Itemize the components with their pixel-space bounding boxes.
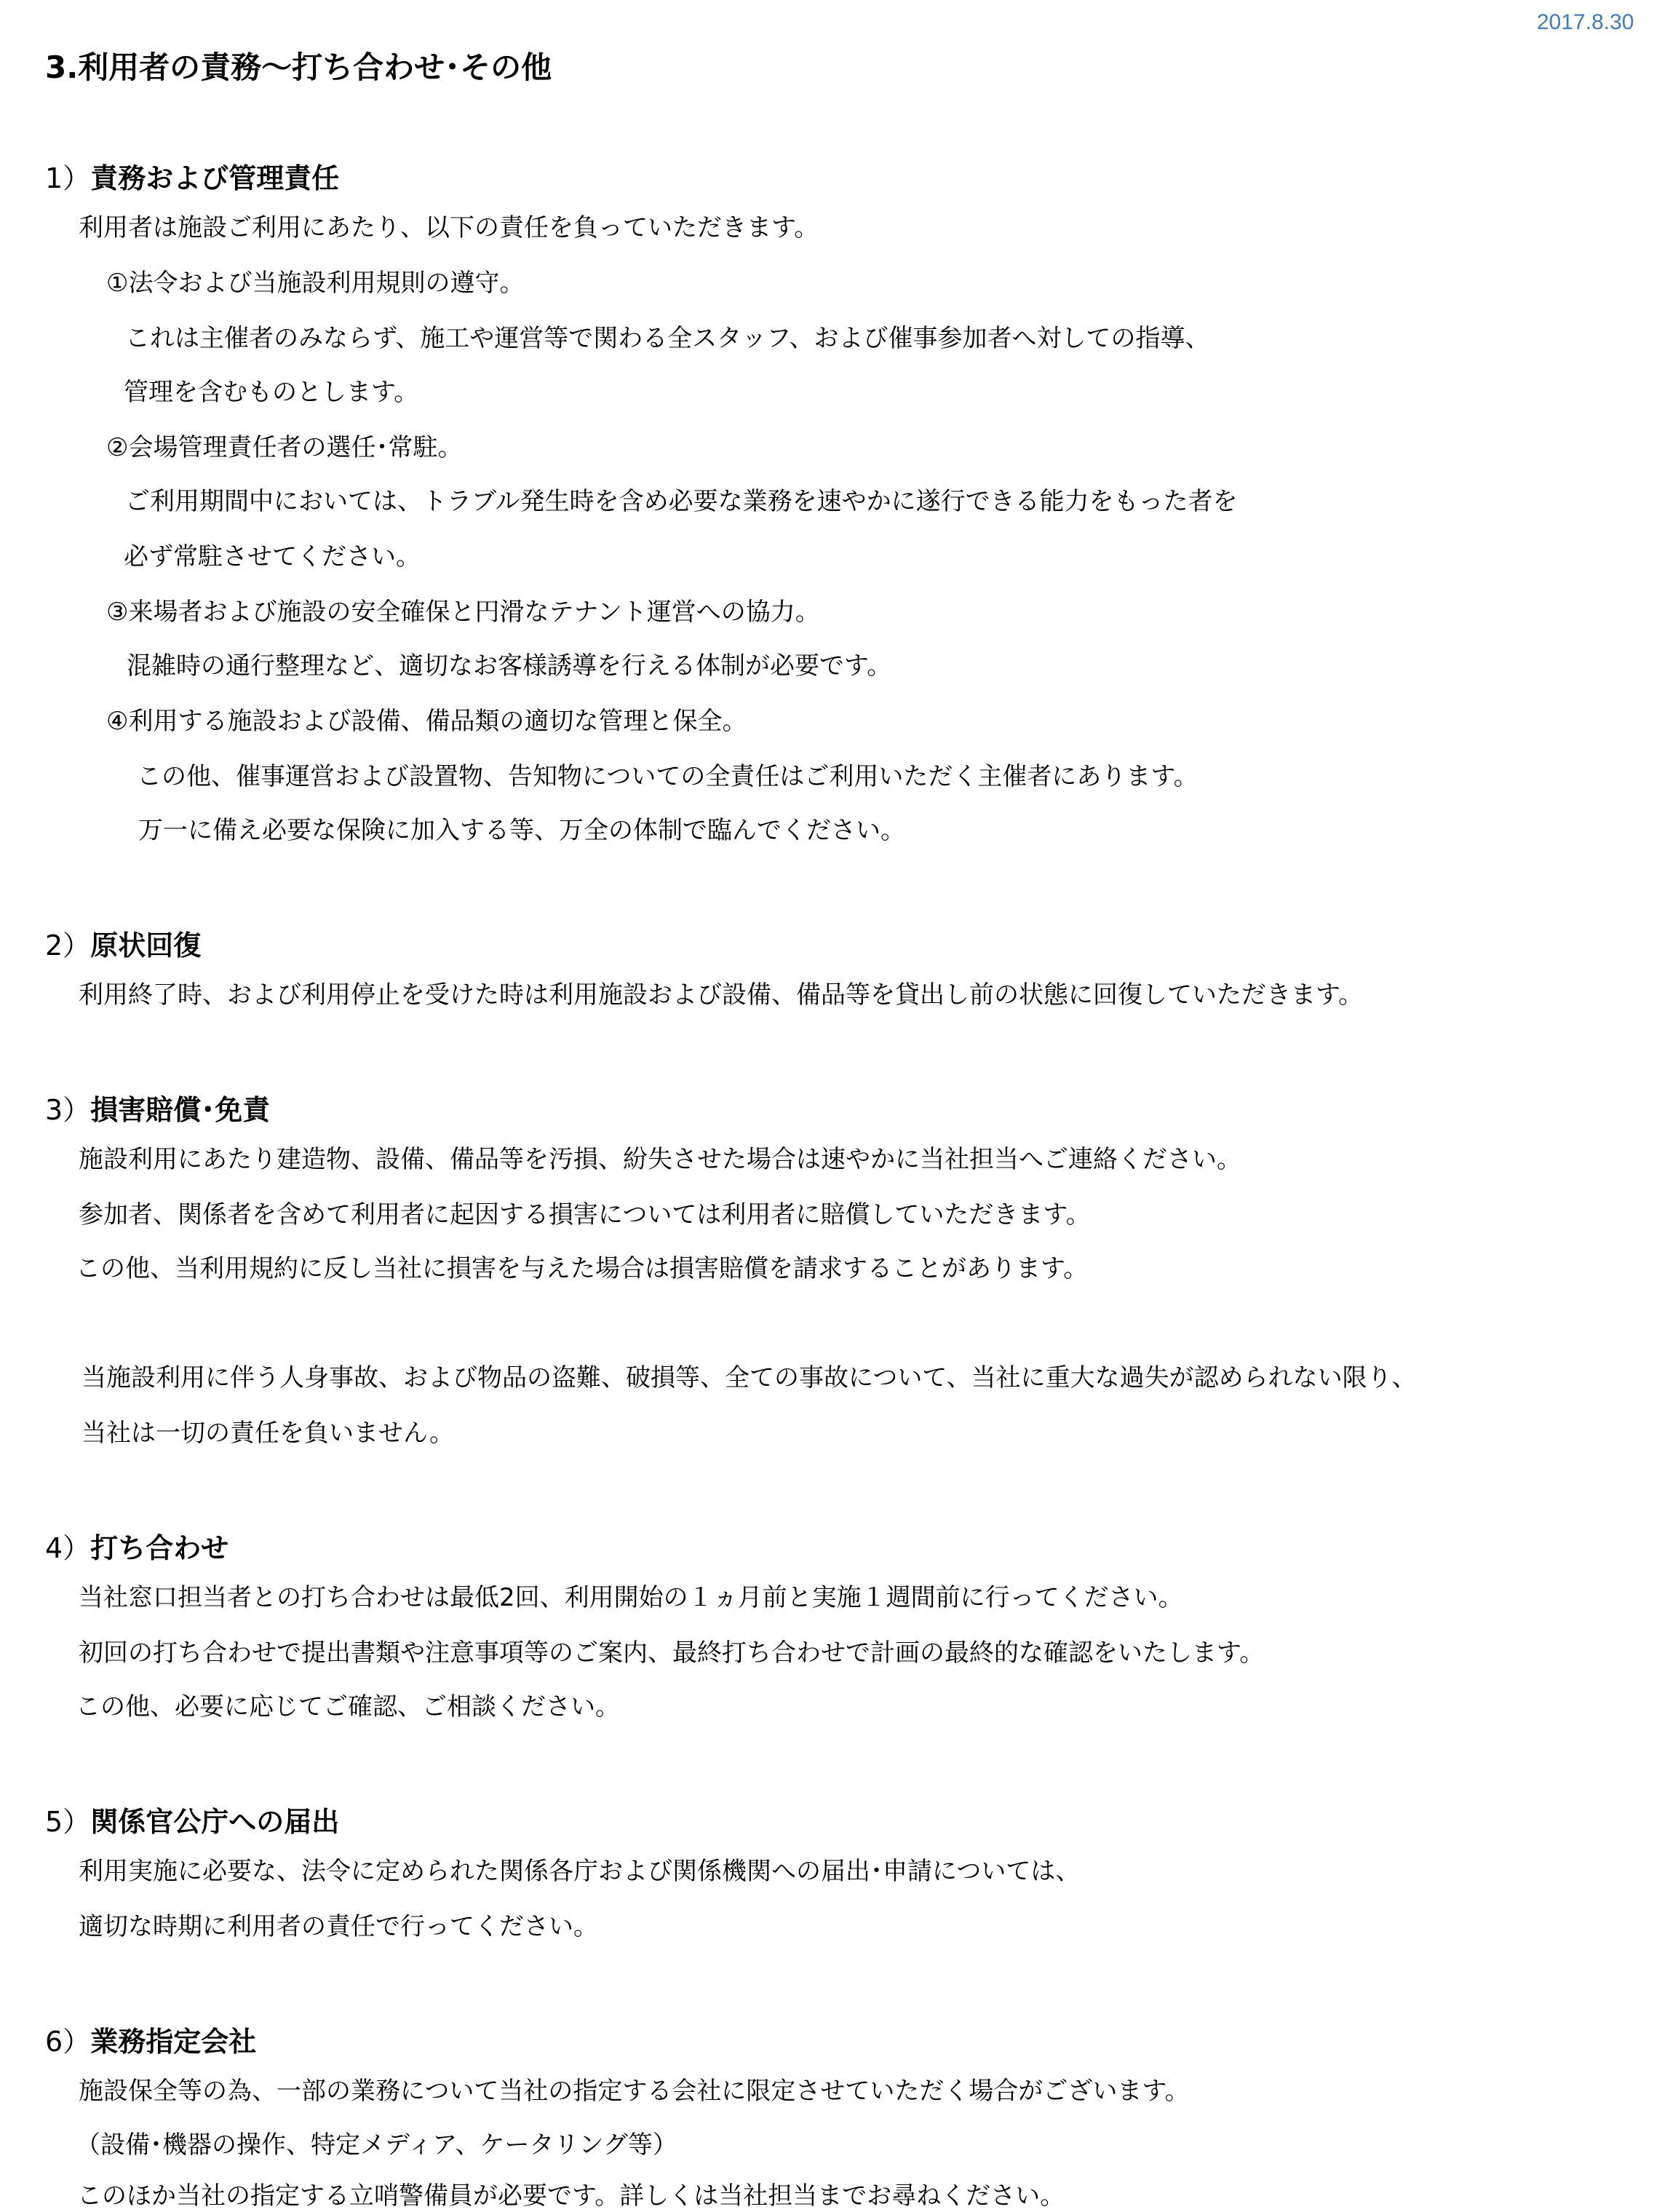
section-3-number: 3） — [45, 1094, 91, 1126]
section-1-item-2: ②会場管理責任者の選任･常駐。 — [106, 433, 463, 462]
section-2-number: 2） — [45, 929, 91, 962]
section-1-item-4-text: この他、催事運営および設置物、告知物についての全責任はご利用いただく主催者にあります。 — [137, 762, 1198, 791]
section-5-heading — [45, 1799, 339, 1839]
section-6-text: （設備･機器の操作、特定メディア、ケータリング等） — [76, 2130, 677, 2160]
section-3-text: 施設利用にあたり建造物、設備、備品等を汚損、紛失させた場合は速やかに当社担当へご連絡ください。 — [79, 1145, 1241, 1174]
section-4-text: 当社窓口担当者との打ち合わせは最低2回、利用開始の１ヵ月前と実施１週間前に行ってください。 — [79, 1583, 1183, 1612]
section-4-title: 打ち合わせ — [90, 1532, 229, 1564]
section-2-title: 原状回復 — [90, 929, 202, 962]
section-6-number: 6） — [45, 2026, 91, 2058]
section-5-title: 関係官公庁への届出 — [90, 1806, 340, 1838]
section-1-item-1: ①法令および当施設利用規則の遵守。 — [106, 269, 525, 298]
section-3-text: 参加者、関係者を含めて利用者に起因する損害については利用者に賠償していただきます。 — [79, 1200, 1091, 1229]
section-1-item-2-text: 必ず常駐させてください。 — [124, 542, 421, 571]
section-6-title: 業務指定会社 — [90, 2026, 257, 2058]
section-3-title: 損害賠償･免責 — [90, 1094, 271, 1126]
section-1-item-3-text: 混雑時の通行整理など、適切なお客様誘導を行える体制が必要です。 — [127, 651, 892, 681]
page-title: 3.利用者の責務～打ち合わせ･その他 — [45, 49, 552, 85]
section-2-heading — [45, 923, 201, 963]
section-4-heading — [45, 1526, 228, 1566]
section-3-disclaimer: 当施設利用に伴う人身事故、および物品の盗難、破損等、全ての事故について、当社に重大な過失が認められない限り、 — [81, 1363, 1417, 1392]
section-3-disclaimer: 当社は一切の責任を負いません。 — [81, 1419, 455, 1448]
section-1-title: 責務および管理責任 — [90, 162, 340, 194]
section-3-heading — [45, 1087, 270, 1127]
section-6-text: 施設保全等の為、一部の業務について当社の指定する会社に限定させていただく場合がございます。 — [79, 2077, 1190, 2106]
section-1-number: 1） — [45, 162, 91, 194]
section-1-item-3: ③来場者および施設の安全確保と円滑なテナント運営への協力。 — [106, 598, 820, 627]
section-1-intro: 利用者は施設ご利用にあたり、以下の責任を負っていただきます。 — [79, 213, 819, 242]
section-1-item-2-text: ご利用期間中においては、トラブル発生時を含め必要な業務を速やかに遂行できる能力をもった者を — [125, 487, 1238, 516]
section-4-text: この他、必要に応じてご確認、ご相談ください。 — [76, 1692, 620, 1721]
section-5-number: 5） — [45, 1806, 91, 1838]
section-1-item-1-text: これは主催者のみならず、施工や運営等で関わる全スタッフ、および催事参加者へ対しての指導、 — [125, 324, 1210, 353]
section-1-item-4: ④利用する施設および設備、備品類の適切な管理と保全。 — [106, 707, 747, 736]
section-4-text: 初回の打ち合わせで提出書類や注意事項等のご案内、最終打ち合わせで計画の最終的な確認をいたします。 — [79, 1638, 1265, 1668]
section-6-text: このほか当社の指定する立哨警備員が必要です。詳しくは当社担当までお尋ねください。 — [77, 2181, 1065, 2211]
section-1-item-1-text: 管理を含むものとします。 — [124, 378, 419, 407]
section-1-item-4-text: 万一に備え必要な保険に加入する等、万全の体制で臨んでください。 — [138, 816, 905, 845]
section-4-number: 4） — [45, 1532, 91, 1564]
section-2-text: 利用終了時、および利用停止を受けた時は利用施設および設備、備品等を貸出し前の状態に回復していただきます。 — [79, 980, 1364, 1010]
section-1-heading — [45, 156, 339, 196]
section-3-text: この他、当利用規約に反し当社に損害を与えた場合は損害賠償を請求することがあります。 — [76, 1254, 1089, 1283]
document-date: 2017.8.30 — [1537, 10, 1634, 34]
section-5-text: 適切な時期に利用者の責任で行ってください。 — [79, 1912, 598, 1941]
section-5-text: 利用実施に必要な、法令に定められた関係各庁および関係機関への届出･申請については、 — [79, 1857, 1081, 1886]
section-6-heading — [45, 2019, 256, 2059]
